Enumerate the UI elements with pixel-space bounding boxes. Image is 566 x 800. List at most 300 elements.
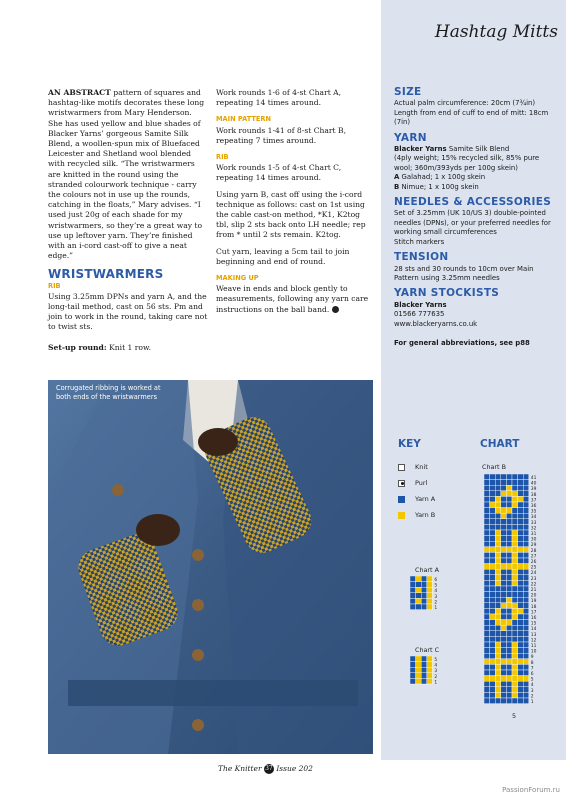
yarn-name: Samite Silk Blend	[448, 145, 510, 154]
chart-cell	[495, 474, 501, 480]
chart-cell	[512, 541, 518, 547]
chart-cell	[518, 676, 524, 682]
chart-cell	[495, 592, 501, 598]
chart-cell	[518, 664, 524, 670]
chart-cell	[523, 648, 529, 654]
chart-cell	[512, 564, 518, 570]
chart-cell	[523, 552, 529, 558]
chart-cell	[501, 648, 507, 654]
chart-cell	[523, 541, 529, 547]
chart-cell	[506, 530, 512, 536]
chart-cell	[501, 681, 507, 687]
chart-cell	[495, 676, 501, 682]
chart-cell	[518, 636, 524, 642]
chart-cell	[501, 491, 507, 497]
chart-cell	[421, 662, 427, 668]
chart-row-number: 2	[530, 694, 534, 700]
chart-cell	[501, 676, 507, 682]
chart-cell	[512, 536, 518, 542]
chart-cell	[512, 670, 518, 676]
chart-cell	[501, 625, 507, 631]
chart-cell	[501, 519, 507, 525]
chart-row-number: 17	[530, 610, 537, 616]
chart-cell	[484, 485, 490, 491]
chart-cell	[427, 582, 433, 588]
chart-cell	[484, 547, 490, 553]
chart-cell	[523, 631, 529, 637]
setup-label: Set-up round:	[48, 342, 107, 352]
chart-cell	[484, 608, 490, 614]
needles-markers: Stitch markers	[394, 237, 445, 246]
chart-cell	[416, 593, 422, 599]
chart-cell	[490, 608, 496, 614]
chart-cell	[427, 673, 433, 679]
key-knit	[398, 463, 428, 471]
chart-cell	[495, 524, 501, 530]
intro-lead: AN ABSTRACT	[48, 88, 111, 97]
chart-cell	[495, 614, 501, 620]
chart-cell	[495, 620, 501, 626]
chart-cell	[501, 620, 507, 626]
chart-cell	[501, 687, 507, 693]
yarn-brand: Blacker Yarns	[394, 145, 447, 154]
footer-magazine: The Knitter	[218, 764, 262, 773]
yarn-b-line	[394, 183, 559, 192]
chart-cell	[501, 485, 507, 491]
size-length: Length from end of cuff to end of mitt: 18cm (7in)	[394, 108, 549, 127]
chart-cell	[506, 513, 512, 519]
chart-row-number: 28	[530, 548, 537, 554]
chart-cell	[506, 614, 512, 620]
chart-cell	[523, 575, 529, 581]
yarn-a-swatch-icon	[398, 496, 405, 503]
chart-cell	[421, 604, 427, 610]
chart-cell	[506, 564, 512, 570]
chart-cell	[523, 608, 529, 614]
chart-cell	[518, 631, 524, 637]
chart-row-number: 10	[530, 649, 537, 655]
chart-cell	[506, 625, 512, 631]
chart-row-number: 11	[530, 644, 537, 649]
key-purl-label: Purl	[415, 479, 428, 487]
stockists-heading: YARN STOCKISTS	[394, 287, 500, 300]
chart-cell	[501, 541, 507, 547]
chart-row-number: 23	[530, 576, 537, 582]
chart-cell	[501, 586, 507, 592]
chart-cell	[495, 608, 501, 614]
chart-cell	[523, 547, 529, 553]
chart-cell	[523, 564, 529, 570]
chart-row-number: 30	[530, 537, 537, 543]
setup-round	[48, 343, 208, 353]
chart-cell	[484, 620, 490, 626]
chart-cell	[512, 614, 518, 620]
chart-cell	[523, 513, 529, 519]
chart-cell	[512, 608, 518, 614]
chart-cell	[484, 541, 490, 547]
chart-cell	[484, 687, 490, 693]
chart-row-number: 3	[434, 669, 438, 675]
chart-cell	[523, 558, 529, 564]
chart-cell	[490, 552, 496, 558]
chart-cell	[506, 541, 512, 547]
chart-cell	[427, 662, 433, 668]
chart-cell	[490, 620, 496, 626]
chart-cell	[484, 558, 490, 564]
chart-cell	[484, 592, 490, 598]
chart-cell	[495, 491, 501, 497]
chart-cell	[512, 620, 518, 626]
chart-cell	[484, 676, 490, 682]
yarn-b-text: Nimue; 1 x 100g skein	[401, 182, 479, 191]
chart-row-number: 36	[530, 504, 537, 509]
making-up-body: Weave in ends and block gently to measurements, following any yarn care instructions on the ball band.	[216, 284, 369, 314]
chart-cell	[490, 614, 496, 620]
chart-row-number: 1	[434, 606, 438, 611]
chart-cell	[490, 692, 496, 698]
chart-cell	[495, 698, 501, 704]
chart-a-label: Chart A	[415, 566, 439, 574]
chart-cell	[495, 480, 501, 486]
chart-row-number: 26	[530, 560, 537, 565]
chart-cell	[506, 552, 512, 558]
chart-cell	[512, 631, 518, 637]
chart-cell	[512, 676, 518, 682]
chart-cell	[495, 603, 501, 609]
chart-cell	[512, 530, 518, 536]
chart-cell	[512, 513, 518, 519]
chart-cell	[484, 659, 490, 665]
chart-row-number: 31	[530, 532, 537, 537]
chart-cell	[427, 587, 433, 593]
yarn-brand-line	[394, 145, 559, 154]
chart-cell	[512, 586, 518, 592]
wristwarmers-heading: WRISTWARMERS	[48, 267, 164, 282]
chart-cell	[506, 592, 512, 598]
chart-cell	[501, 547, 507, 553]
chart-cell	[506, 653, 512, 659]
chart-cell	[501, 552, 507, 558]
chart-cell	[501, 670, 507, 676]
chart-cell	[501, 569, 507, 575]
chart-cell	[512, 575, 518, 581]
chart-cell	[501, 603, 507, 609]
chart-cell	[512, 642, 518, 648]
chart-cell	[495, 569, 501, 575]
photo-caption: Corrugated ribbing is worked at both ends of the wristwarmers	[56, 384, 161, 401]
chart-row-number: 2	[434, 600, 438, 606]
chart-cell	[501, 474, 507, 480]
chart-cell	[518, 513, 524, 519]
chart-cell	[518, 648, 524, 654]
chart-c-grid	[410, 656, 450, 690]
chart-cell	[506, 558, 512, 564]
size-palm: Actual palm circumference: 20cm (7¾in)	[394, 99, 536, 108]
chart-cell	[501, 698, 507, 704]
chart-cell	[523, 664, 529, 670]
chart-cell	[421, 673, 427, 679]
chart-cell	[484, 681, 490, 687]
chart-cell	[484, 502, 490, 508]
chart-cell	[490, 597, 496, 603]
chart-row-number: 39	[530, 487, 537, 493]
chart-cell	[484, 642, 490, 648]
chart-cell	[495, 648, 501, 654]
chart-cell	[495, 692, 501, 698]
chart-cell	[484, 648, 490, 654]
chart-cell	[484, 564, 490, 570]
chart-cell	[421, 598, 427, 604]
chart-cell	[506, 502, 512, 508]
chart-row-number: 37	[530, 498, 537, 504]
chart-cell	[490, 536, 496, 542]
chart-cell	[416, 656, 422, 662]
chart-cell	[410, 582, 416, 588]
chart-cell	[523, 620, 529, 626]
chart-b-bottom-label: 5	[512, 712, 517, 720]
chart-cell	[523, 642, 529, 648]
chart-cell	[484, 653, 490, 659]
yarn-heading: YARN	[394, 131, 427, 144]
chart-row-number: 14	[530, 627, 537, 633]
chart-cell	[518, 524, 524, 530]
chart-cell	[518, 586, 524, 592]
main-pattern-subheading: MAIN PATTERN	[216, 115, 271, 124]
chart-cell	[490, 496, 496, 502]
chart-cell	[410, 662, 416, 668]
chart-cell	[501, 564, 507, 570]
chart-cell	[506, 519, 512, 525]
chart-cell	[523, 625, 529, 631]
chart-cell	[523, 692, 529, 698]
chart-cell	[490, 575, 496, 581]
chart-row-number: 4	[434, 663, 438, 669]
chart-cell	[416, 598, 422, 604]
chart-cell	[410, 667, 416, 673]
chart-cell	[484, 664, 490, 670]
chart-cell	[506, 670, 512, 676]
chart-cell	[495, 564, 501, 570]
chart-cell	[427, 678, 433, 684]
chart-cell	[518, 536, 524, 542]
chart-a-grid	[410, 576, 450, 616]
chart-cell	[506, 636, 512, 642]
chart-cell	[512, 653, 518, 659]
chart-cell	[512, 485, 518, 491]
chart-cell	[518, 480, 524, 486]
chart-cell	[518, 496, 524, 502]
chart-cell	[495, 485, 501, 491]
chart-cell	[495, 530, 501, 536]
chart-cell	[421, 593, 427, 599]
chart-row-number: 19	[530, 599, 537, 605]
yarn-description: (4ply weight; 15% recycled silk, 85% pure wool; 360m/393yds per 100g skein)	[394, 154, 540, 172]
watermark: PassionForum.ru	[502, 786, 560, 794]
chart-cell	[490, 519, 496, 525]
chart-cell	[512, 569, 518, 575]
chart-row-number: 24	[530, 571, 537, 577]
chart-cell	[484, 480, 490, 486]
chart-cell	[495, 575, 501, 581]
chart-row-number: 16	[530, 616, 537, 621]
chart-cell	[490, 625, 496, 631]
chart-cell	[518, 580, 524, 586]
chart-cell	[490, 659, 496, 665]
chart-cell	[416, 667, 422, 673]
chart-cell	[506, 681, 512, 687]
chart-cell	[501, 608, 507, 614]
chart-cell	[490, 485, 496, 491]
chart-row-number: 12	[530, 638, 537, 644]
chart-row-number: 3	[434, 594, 438, 600]
chart-cell	[512, 558, 518, 564]
chart-row-number: 20	[530, 593, 537, 599]
chart-cell	[410, 587, 416, 593]
chart-cell	[523, 670, 529, 676]
chart-cell	[484, 508, 490, 514]
chart-cell	[518, 564, 524, 570]
yarn-a-text: Galahad; 1 x 100g skein	[401, 173, 486, 182]
chart-row-number: 40	[530, 481, 537, 487]
chart-cell	[506, 536, 512, 542]
key-yarn-a	[398, 495, 435, 503]
chart-cell	[410, 576, 416, 582]
icord-text: Using yarn B, cast off using the i-cord technique as follows: cast on 1st using the cable cast-on method, *K1, K2tog tbl, slip 2 sts back onto LH needle; rep from * until 2 sts remain. K2tog.	[216, 189, 366, 240]
chart-cell	[506, 597, 512, 603]
chart-cell	[506, 608, 512, 614]
chart-cell	[523, 524, 529, 530]
chart-cell	[501, 664, 507, 670]
chart-cell	[501, 508, 507, 514]
chart-cell	[416, 582, 422, 588]
chart-cell	[495, 536, 501, 542]
chart-cell	[518, 597, 524, 603]
stockist-name: Blacker Yarns	[394, 300, 447, 309]
chart-cell	[484, 631, 490, 637]
chart-cell	[512, 508, 518, 514]
chart-row-number: 32	[530, 526, 537, 532]
key-yarn-b	[398, 511, 435, 519]
chart-cell	[484, 698, 490, 704]
chart-cell	[490, 547, 496, 553]
chart-cell	[427, 604, 433, 610]
chart-cell	[495, 586, 501, 592]
chart-cell	[512, 636, 518, 642]
chart-cell	[518, 552, 524, 558]
chart-cell	[523, 636, 529, 642]
chart-cell	[518, 575, 524, 581]
chart-cell	[523, 586, 529, 592]
chart-cell	[495, 558, 501, 564]
page-footer	[218, 764, 313, 774]
chart-cell	[523, 485, 529, 491]
chart-cell	[518, 614, 524, 620]
chart-cell	[490, 681, 496, 687]
needles-text: Set of 3.25mm (UK 10/US 3) double-pointed needles (DPNs), or your preferred needles for working small circumferences	[394, 209, 551, 237]
chart-row-number: 41	[530, 476, 537, 481]
stockist-phone: 01566 777635	[394, 310, 445, 319]
chart-cell	[501, 513, 507, 519]
chart-cell	[416, 604, 422, 610]
chart-cell	[523, 698, 529, 704]
chart-cell	[518, 698, 524, 704]
chart-cell	[523, 580, 529, 586]
chart-cell	[506, 547, 512, 553]
chart-cell	[416, 673, 422, 679]
chart-cell	[512, 547, 518, 553]
chart-cell	[523, 569, 529, 575]
cut-yarn-text: Cut yarn, leaving a 5cm tail to join beginning and end of round.	[216, 246, 350, 266]
size-heading: SIZE	[394, 86, 422, 98]
chart-cell	[421, 656, 427, 662]
chart-cell	[484, 625, 490, 631]
chart-cell	[512, 502, 518, 508]
chart-cell	[506, 603, 512, 609]
stockist-web[interactable]: www.blackeryarns.co.uk	[394, 319, 478, 328]
chart-cell	[506, 474, 512, 480]
chart-cell	[421, 582, 427, 588]
chart-cell	[427, 593, 433, 599]
chart-cell	[512, 580, 518, 586]
chart-cell	[506, 664, 512, 670]
chart-cell	[512, 524, 518, 530]
chart-row-number: 27	[530, 554, 537, 560]
chart-cell	[495, 547, 501, 553]
chart-heading: CHART	[480, 438, 520, 450]
chart-cell	[490, 642, 496, 648]
chart-cell	[495, 631, 501, 637]
chart-cell	[518, 670, 524, 676]
chart-cell	[506, 524, 512, 530]
chart-cell	[506, 620, 512, 626]
chart-cell	[506, 496, 512, 502]
chart-cell	[523, 687, 529, 693]
chart-row-number: 4	[530, 683, 534, 689]
chart-cell	[490, 508, 496, 514]
chart-cell	[501, 558, 507, 564]
chart-cell	[506, 569, 512, 575]
chart-row-number: 9	[530, 655, 534, 661]
chart-cell	[495, 664, 501, 670]
chart-cell	[523, 592, 529, 598]
sidebar-info	[394, 88, 559, 348]
rib-text: Using 3.25mm DPNs and yarn A, and the long-tail method, cast on 56 sts. Pm and join to work in the round, taking care not to twist sts.	[48, 291, 208, 332]
chart-cell	[523, 480, 529, 486]
chart-row-number: 18	[530, 604, 537, 610]
knit-swatch-icon	[398, 464, 405, 471]
chart-cell	[490, 648, 496, 654]
chart-cell	[506, 485, 512, 491]
chart-cell	[512, 597, 518, 603]
chart-row-number: 13	[530, 632, 537, 638]
chart-cell	[484, 636, 490, 642]
chart-cell	[410, 673, 416, 679]
chart-cell	[518, 642, 524, 648]
chart-row-number: 29	[530, 543, 537, 549]
chart-cell	[484, 614, 490, 620]
chart-cell	[495, 552, 501, 558]
chart-cell	[495, 636, 501, 642]
chart-row-number: 33	[530, 520, 537, 526]
rib2-subheading: RIB	[216, 153, 229, 162]
chart-cell	[518, 474, 524, 480]
chart-cell	[518, 530, 524, 536]
chart-row-number: 6	[434, 578, 438, 583]
chart-cell	[490, 530, 496, 536]
chart-cell	[421, 587, 427, 593]
chart-cell	[416, 662, 422, 668]
chart-row-number: 22	[530, 582, 537, 588]
